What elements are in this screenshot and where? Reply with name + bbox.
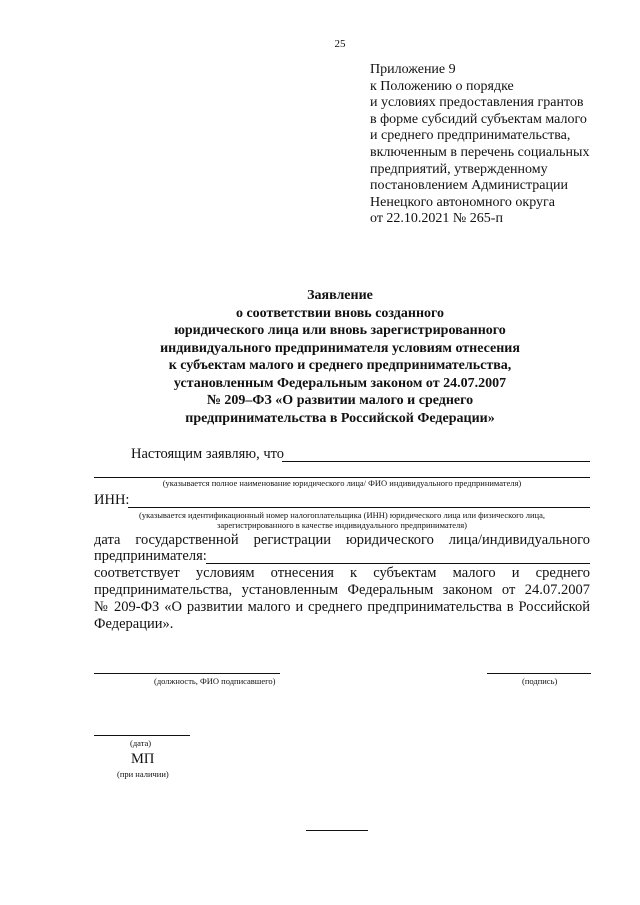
- inn-label: ИНН:: [94, 492, 130, 508]
- registration-date-label-continued: предпринимателя:: [94, 548, 207, 564]
- title-line: установленным Федеральным законом от 24.07.2007: [173, 375, 507, 391]
- entity-name-field[interactable]: [282, 461, 590, 462]
- date-field[interactable]: [94, 735, 190, 736]
- title-line: индивидуального предпринимателя условиям отнесения: [160, 340, 520, 356]
- statement-intro: Настоящим заявляю, что: [131, 446, 285, 462]
- hint-inn-line-1: (указывается идентификационный номер налогоплательщика (ИНН) юридического лица или физического лица,: [138, 510, 546, 520]
- registration-date-field[interactable]: [206, 563, 590, 564]
- hint-signature: (подпись): [522, 676, 558, 686]
- appendix-line: предприятий, утвержденному: [370, 161, 548, 177]
- body-line: соответствует условиям отнесения к субъектам малого и среднего: [94, 565, 590, 581]
- title-line: Заявление: [307, 288, 373, 303]
- appendix-line: и среднего предпринимательства,: [370, 128, 571, 144]
- title-line: юридического лица или вновь зарегистрированного: [174, 323, 506, 338]
- appendix-line: постановлением Администрации: [370, 178, 568, 194]
- appendix-line: и условиях предоставления грантов: [370, 95, 584, 111]
- hint-inn-line-2: зарегистрированного в качестве индивидуального предпринимателя): [217, 520, 467, 530]
- title-line: о соответствии вновь созданного: [235, 305, 445, 321]
- appendix-line: от 22.10.2021 № 265-п: [370, 211, 503, 227]
- stamp-label: МП: [131, 751, 155, 767]
- page-number: 25: [334, 38, 346, 50]
- title-line: к субъектам малого и среднего предпринимательства,: [168, 358, 512, 373]
- appendix-line: Приложение 9: [370, 62, 456, 77]
- hint-date: (дата): [130, 738, 152, 748]
- hint-position-name: (должность, ФИО подписавшего): [154, 676, 276, 686]
- registration-date-label: дата государственной регистрации юридического лица/индивидуального: [94, 532, 590, 548]
- appendix-line: включенным в перечень социальных: [370, 144, 590, 160]
- hint-stamp: (при наличии): [117, 769, 169, 779]
- document-title: [100, 287, 580, 427]
- appendix-line: в форме субсидий субъектам малого: [370, 111, 587, 127]
- hint-entity-name: (указывается полное наименование юридического лица/ ФИО индивидуального предпринимателя): [162, 478, 522, 488]
- appendix-line: к Положению о порядке: [370, 78, 514, 94]
- appendix-block: [370, 62, 620, 228]
- body-line-last: Федерации».: [94, 616, 174, 632]
- signature-field[interactable]: [487, 673, 591, 674]
- body-line: предпринимательства, установленным Федеральным законом от 24.07.2007: [94, 582, 590, 598]
- appendix-line: Ненецкого автономного округа: [370, 194, 555, 210]
- title-line: № 209–ФЗ «О развитии малого и среднего: [206, 393, 474, 408]
- position-name-field[interactable]: [94, 673, 280, 674]
- body-line: № 209-ФЗ «О развитии малого и среднего предпринимательства в Российской: [94, 599, 590, 615]
- closing-separator: [306, 830, 368, 831]
- title-line: предпринимательства в Российской Федерации»: [185, 410, 495, 426]
- inn-field[interactable]: [128, 507, 590, 508]
